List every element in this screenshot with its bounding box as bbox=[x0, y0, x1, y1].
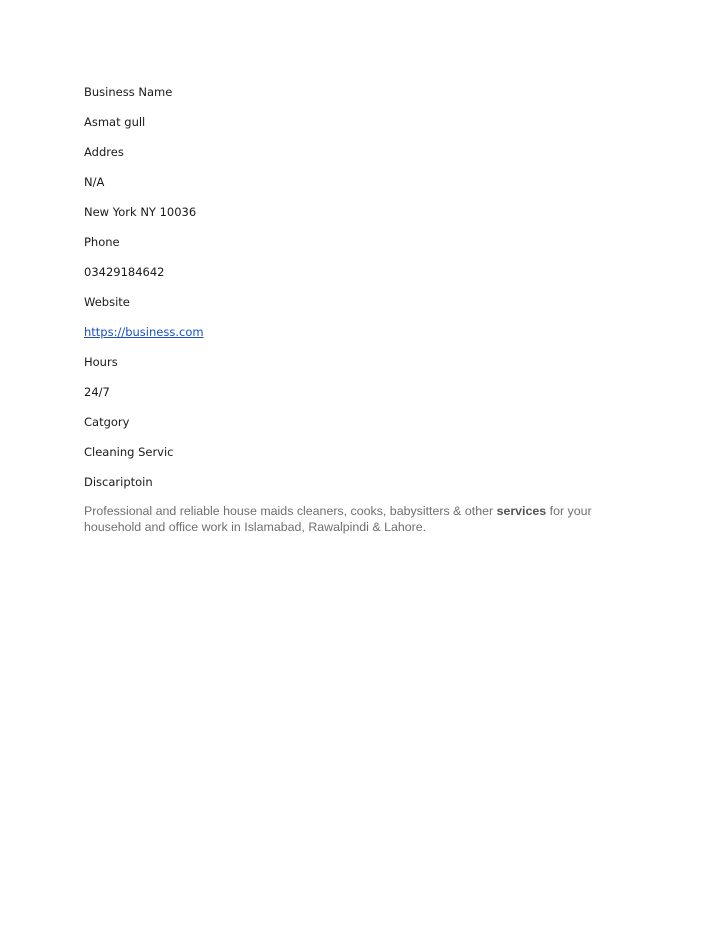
website-label: Website bbox=[84, 295, 130, 309]
address-value-line-1: N/A bbox=[84, 175, 105, 189]
description-text-after: for your household and office work in Islamabad, Rawalpindi & Lahore. bbox=[84, 504, 592, 534]
address-label: Addres bbox=[84, 145, 124, 159]
business-listing bbox=[84, 84, 644, 535]
hours-value: 24/7 bbox=[84, 385, 110, 399]
description-paragraph bbox=[84, 503, 604, 535]
category-label: Catgory bbox=[84, 415, 130, 429]
category-value: Cleaning Servic bbox=[84, 445, 174, 459]
phone-value: 03429184642 bbox=[84, 265, 165, 279]
business-name-label: Business Name bbox=[84, 85, 173, 99]
phone-label: Phone bbox=[84, 235, 120, 249]
description-text-before: Professional and reliable house maids cleaners, cooks, babysitters & other bbox=[84, 504, 497, 518]
website-link[interactable]: https://business.com bbox=[84, 325, 204, 339]
description-bold-word: services bbox=[496, 504, 547, 518]
business-name-value: Asmat gull bbox=[84, 115, 146, 129]
hours-label: Hours bbox=[84, 355, 118, 369]
website-row bbox=[84, 324, 644, 354]
description-label: Discariptoin bbox=[84, 475, 153, 489]
address-value-line-2: New York NY 10036 bbox=[84, 205, 197, 219]
